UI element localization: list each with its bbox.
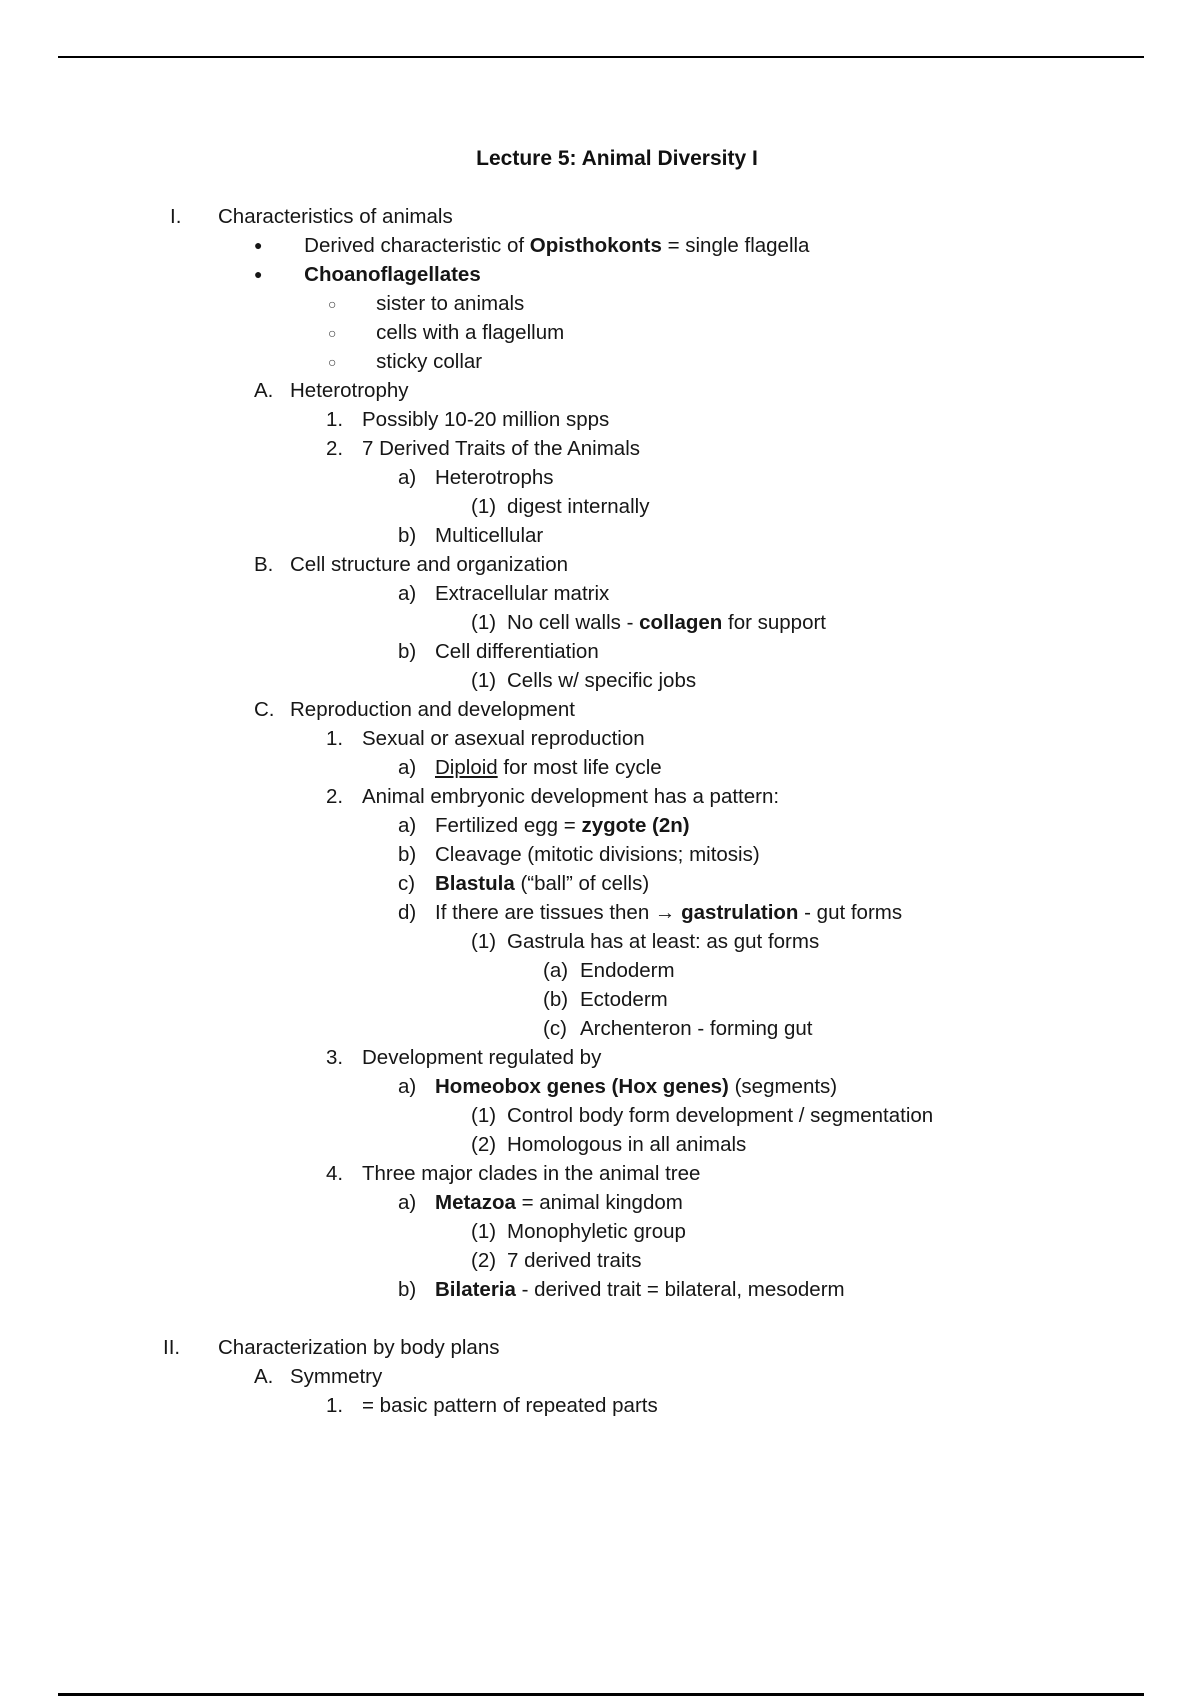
text: Archenteron - forming gut (580, 1017, 813, 1040)
list-marker: I. (170, 205, 182, 228)
list-item (471, 1219, 686, 1245)
text: Cleavage (mitotic divisions; mitosis) (435, 843, 760, 866)
list-item (254, 1364, 382, 1390)
hollow-bullet-icon: ○ (328, 325, 337, 341)
text: = basic pattern of repeated parts (362, 1394, 658, 1417)
text: Three major clades in the animal tree (362, 1162, 701, 1185)
text: Development regulated by (362, 1046, 602, 1069)
bold-term: Opisthokonts (529, 234, 662, 257)
bold-term: gastrulation (681, 901, 799, 924)
text: Reproduction and development (290, 698, 575, 721)
list-marker: 4. (326, 1162, 344, 1185)
text: Cells w/ specific jobs (507, 669, 697, 692)
list-item (326, 726, 645, 752)
list-item (326, 1045, 601, 1071)
list-item (254, 378, 409, 404)
bold-term: collagen (639, 611, 723, 634)
top-rule (58, 56, 1144, 58)
text: (segments) (728, 1075, 838, 1098)
list-item (471, 929, 819, 955)
list-item (254, 552, 568, 578)
list-item (398, 1190, 683, 1216)
list-marker: (2) (471, 1133, 497, 1156)
list-marker: A. (254, 1365, 274, 1388)
list-item (543, 987, 668, 1013)
list-marker: B. (254, 553, 274, 576)
text: cells with a flagellum (376, 321, 565, 344)
list-marker: a) (398, 466, 417, 489)
list-item (398, 465, 554, 491)
text: Heterotrophy (290, 379, 409, 402)
text: 7 derived traits (507, 1249, 642, 1272)
list-item (398, 581, 609, 607)
list-marker: (1) (471, 1220, 497, 1243)
list-item (471, 494, 649, 520)
list-marker: a) (398, 1075, 417, 1098)
bold-term: Choanoflagellates (304, 263, 481, 286)
list-item (326, 1161, 700, 1187)
list-item (254, 262, 481, 289)
list-item (398, 871, 649, 897)
text: Multicellular (435, 524, 544, 547)
bold-term: Bilateria (435, 1278, 516, 1301)
list-marker: (1) (471, 930, 497, 953)
text: Cell differentiation (435, 640, 599, 663)
list-item (326, 1393, 658, 1419)
section-heading: Characterization by body plans (218, 1336, 500, 1359)
page-title: Lecture 5: Animal Diversity I (476, 147, 758, 170)
text: Endoderm (580, 959, 675, 982)
list-marker: b) (398, 640, 417, 663)
list-marker: 1. (326, 1394, 344, 1417)
bold-term: Blastula (435, 872, 515, 895)
hollow-bullet-icon: ○ (328, 296, 337, 312)
section-1 (170, 204, 453, 230)
text: Gastrula has at least: as gut forms (507, 930, 820, 953)
text: Monophyletic group (507, 1220, 686, 1243)
section-2 (163, 1335, 499, 1361)
list-marker: (a) (543, 959, 569, 982)
bottom-rule (58, 1693, 1144, 1696)
list-marker: b) (398, 524, 417, 547)
list-marker: a) (398, 1191, 417, 1214)
text: for support (722, 611, 827, 634)
list-marker: a) (398, 582, 417, 605)
text: - derived trait = bilateral, mesoderm (515, 1278, 845, 1301)
bold-term: Metazoa (435, 1191, 516, 1214)
bold-term: zygote (2n) (581, 814, 690, 837)
list-item (471, 610, 826, 636)
list-item (326, 436, 640, 462)
text: = single flagella (661, 234, 810, 257)
list-item (254, 233, 809, 260)
list-item (543, 958, 675, 984)
text: Fertilized egg = (435, 814, 582, 837)
list-item (543, 1016, 812, 1042)
bullet-icon: ● (254, 266, 263, 282)
bullet-icon: ● (254, 237, 263, 253)
list-marker: (1) (471, 669, 497, 692)
text: Possibly 10-20 million spps (362, 408, 610, 431)
list-item (328, 320, 564, 347)
list-item (398, 813, 690, 839)
bold-term: Homeobox genes (Hox genes) (435, 1075, 729, 1098)
list-item (398, 755, 662, 781)
list-marker: (1) (471, 611, 497, 634)
list-item (328, 291, 524, 318)
text: Control body form development / segmentation (507, 1104, 934, 1127)
text: 7 Derived Traits of the Animals (362, 437, 641, 460)
list-item (398, 842, 760, 868)
list-item (398, 900, 902, 926)
underlined-term: Diploid (435, 756, 498, 779)
list-item (326, 784, 779, 810)
list-marker: a) (398, 814, 417, 837)
text: Animal embryonic development has a pattern: (362, 785, 780, 808)
hollow-bullet-icon: ○ (328, 354, 337, 370)
text: for most life cycle (497, 756, 662, 779)
list-item (471, 1103, 933, 1129)
list-item (398, 639, 599, 665)
list-item (471, 668, 696, 694)
text: If there are tissues then → (435, 901, 682, 924)
list-item (398, 1277, 845, 1303)
text: Derived characteristic of (304, 234, 530, 257)
text: Sexual or asexual reproduction (362, 727, 645, 750)
list-marker: 3. (326, 1046, 344, 1069)
list-marker: (c) (543, 1017, 567, 1040)
list-item (398, 1074, 837, 1100)
list-marker: (1) (471, 1104, 497, 1127)
section-heading: Characteristics of animals (218, 205, 453, 228)
list-marker: (2) (471, 1249, 497, 1272)
list-marker: a) (398, 756, 417, 779)
list-marker: (1) (471, 495, 497, 518)
text: digest internally (507, 495, 650, 518)
text: Extracellular matrix (435, 582, 610, 605)
list-marker: b) (398, 1278, 417, 1301)
text: sister to animals (376, 292, 525, 315)
text: (“ball” of cells) (514, 872, 650, 895)
text: - gut forms (798, 901, 903, 924)
list-marker: b) (398, 843, 417, 866)
list-item (254, 697, 575, 723)
list-marker: 1. (326, 727, 344, 750)
list-marker: C. (254, 698, 275, 721)
list-item (326, 407, 609, 433)
list-marker: A. (254, 379, 274, 402)
list-item (328, 349, 482, 376)
text: Heterotrophs (435, 466, 554, 489)
list-marker: 2. (326, 437, 344, 460)
list-item (398, 523, 543, 549)
list-marker: II. (163, 1336, 181, 1359)
text: Symmetry (290, 1365, 383, 1388)
list-marker: 1. (326, 408, 344, 431)
list-marker: d) (398, 901, 417, 924)
text: = animal kingdom (515, 1191, 683, 1214)
list-item (471, 1248, 641, 1274)
list-item (471, 1132, 746, 1158)
list-marker: c) (398, 872, 416, 895)
text: No cell walls - (507, 611, 640, 634)
list-marker: (b) (543, 988, 569, 1011)
text: sticky collar (376, 350, 483, 373)
text: Ectoderm (580, 988, 668, 1011)
list-marker: 2. (326, 785, 344, 808)
text: Homologous in all animals (507, 1133, 747, 1156)
text: Cell structure and organization (290, 553, 569, 576)
